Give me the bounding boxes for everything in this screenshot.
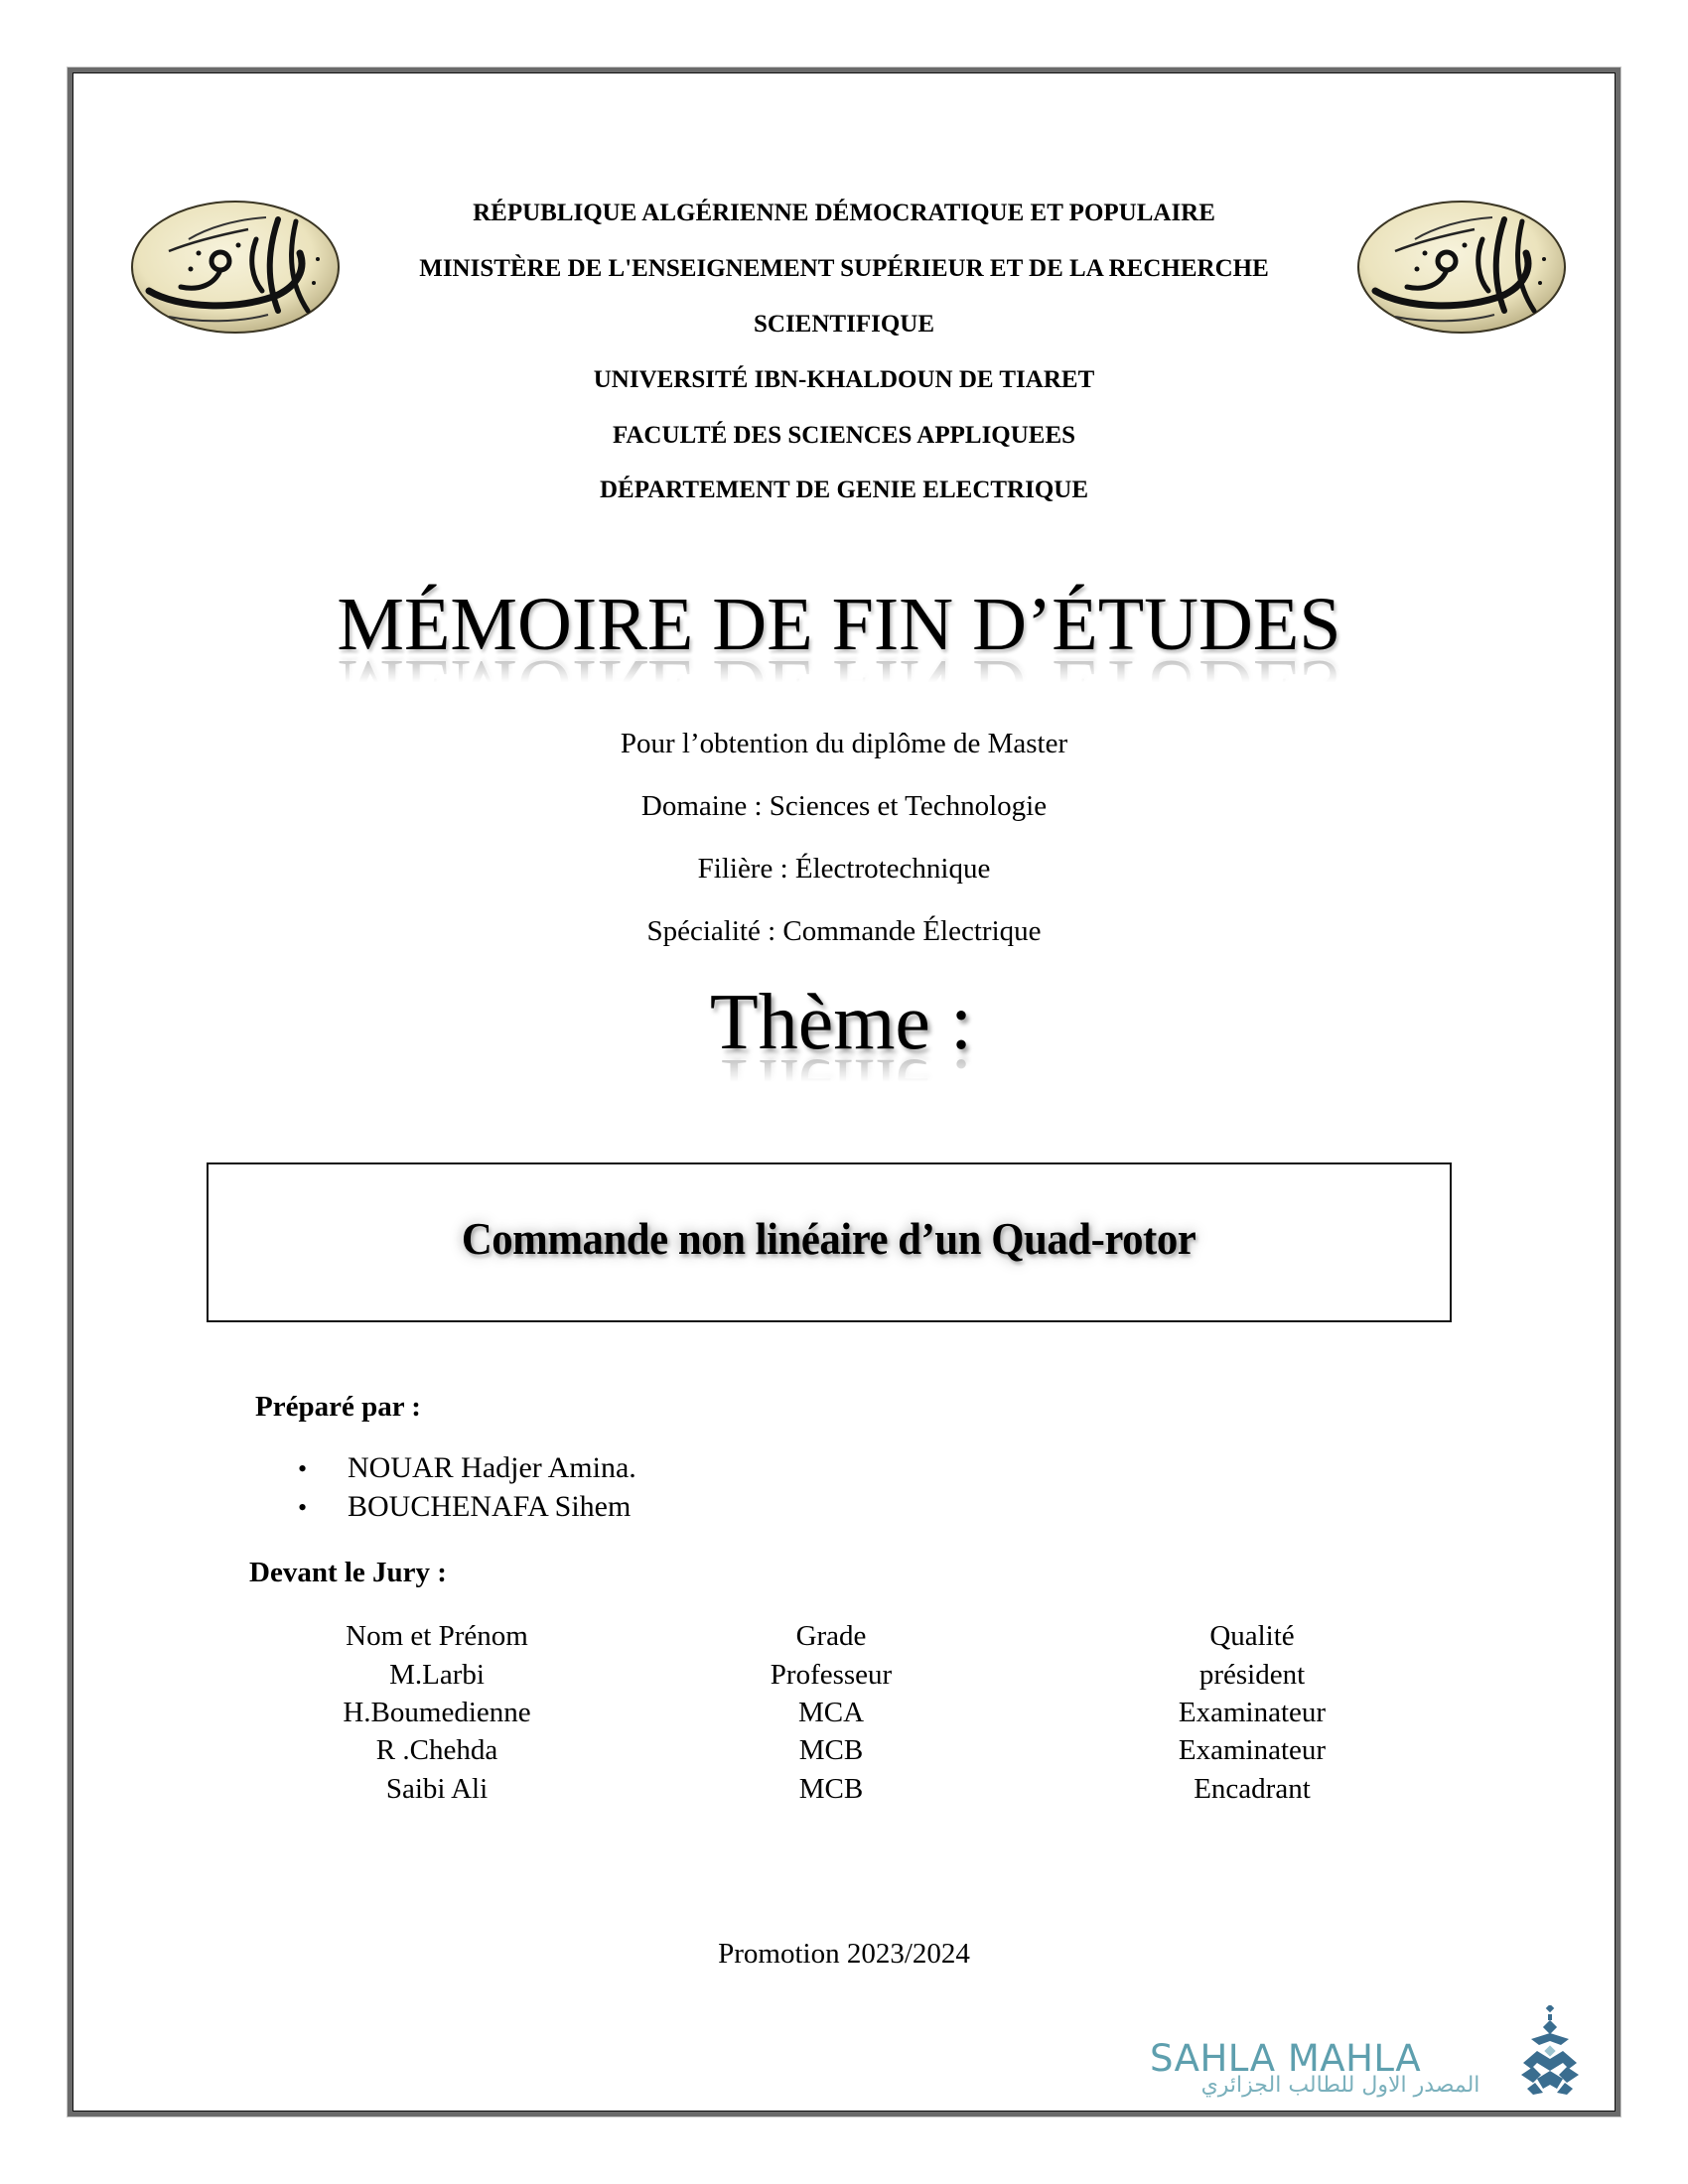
sahla-mahla-logo-icon: [1517, 2005, 1583, 2095]
jury-label: Devant le Jury :: [249, 1557, 447, 1588]
jury-member-grade: Professeur: [770, 1659, 893, 1691]
theme-label: Thème :: [709, 979, 973, 1066]
jury-member-grade: MCB: [798, 1734, 864, 1766]
header-ministry: MINISTÈRE DE L'ENSEIGNEMENT SUPÉRIEUR ET DE LA RECHERCHE: [419, 255, 1269, 282]
header-faculty: FACULTÉ DES SCIENCES APPLIQUEES: [612, 422, 1076, 449]
student-name: NOUAR Hadjer Amina.: [348, 1451, 636, 1484]
jury-member-grade: MCB: [798, 1773, 864, 1805]
prepared-by-label: Préparé par :: [255, 1391, 421, 1423]
watermark-tagline: المصدر الاول للطالب الجزائري: [1200, 2073, 1480, 2098]
jury-member-role: Examinateur: [1178, 1734, 1327, 1766]
diploma-objective: Pour l’obtention du diplôme de Master: [620, 728, 1068, 759]
jury-member-role: Examinateur: [1178, 1697, 1327, 1728]
jury-header-name: Nom et Prénom: [346, 1620, 528, 1652]
jury-member-grade: MCA: [797, 1697, 865, 1728]
jury-header-role: Qualité: [1209, 1620, 1295, 1652]
document-title: MÉMOIRE DE FIN D’ÉTUDES: [337, 583, 1341, 666]
jury-member-name: H.Boumedienne: [343, 1697, 531, 1728]
diploma-domain: Domaine : Sciences et Technologie: [640, 790, 1048, 822]
theme-box: [207, 1162, 1452, 1322]
jury-member-name: Saibi Ali: [385, 1773, 489, 1805]
header-university: UNIVERSITÉ IBN-KHALDOUN DE TIARET: [593, 366, 1095, 393]
jury-member-role: Encadrant: [1194, 1773, 1311, 1805]
jury-member-name: R .Chehda: [375, 1734, 498, 1766]
watermark-brand: SAHLA MAHLA: [1150, 2037, 1422, 2080]
student-name: BOUCHENAFA Sihem: [348, 1490, 632, 1523]
header-department: DÉPARTEMENT DE GENIE ELECTRIQUE: [599, 477, 1089, 503]
jury-member-name: M.Larbi: [389, 1659, 485, 1691]
student-list-item: [298, 1453, 636, 1483]
jury-member-role: président: [1198, 1659, 1306, 1691]
header-republic: RÉPUBLIQUE ALGÉRIENNE DÉMOCRATIQUE ET POPULAIRE: [473, 200, 1215, 226]
promotion-year: Promotion 2023/2024: [718, 1938, 970, 1970]
student-list-item: [298, 1492, 631, 1522]
header-ministry-cont: SCIENTIFIQUE: [754, 311, 934, 338]
diploma-branch: Filière : Électrotechnique: [697, 853, 991, 885]
bullet-icon: •: [298, 1454, 308, 1483]
bullet-icon: •: [298, 1493, 308, 1522]
diploma-specialty: Spécialité : Commande Électrique: [646, 915, 1042, 947]
theme-title: Commande non linéaire d’un Quad-rotor: [462, 1212, 1196, 1264]
jury-header-grade: Grade: [795, 1620, 867, 1652]
